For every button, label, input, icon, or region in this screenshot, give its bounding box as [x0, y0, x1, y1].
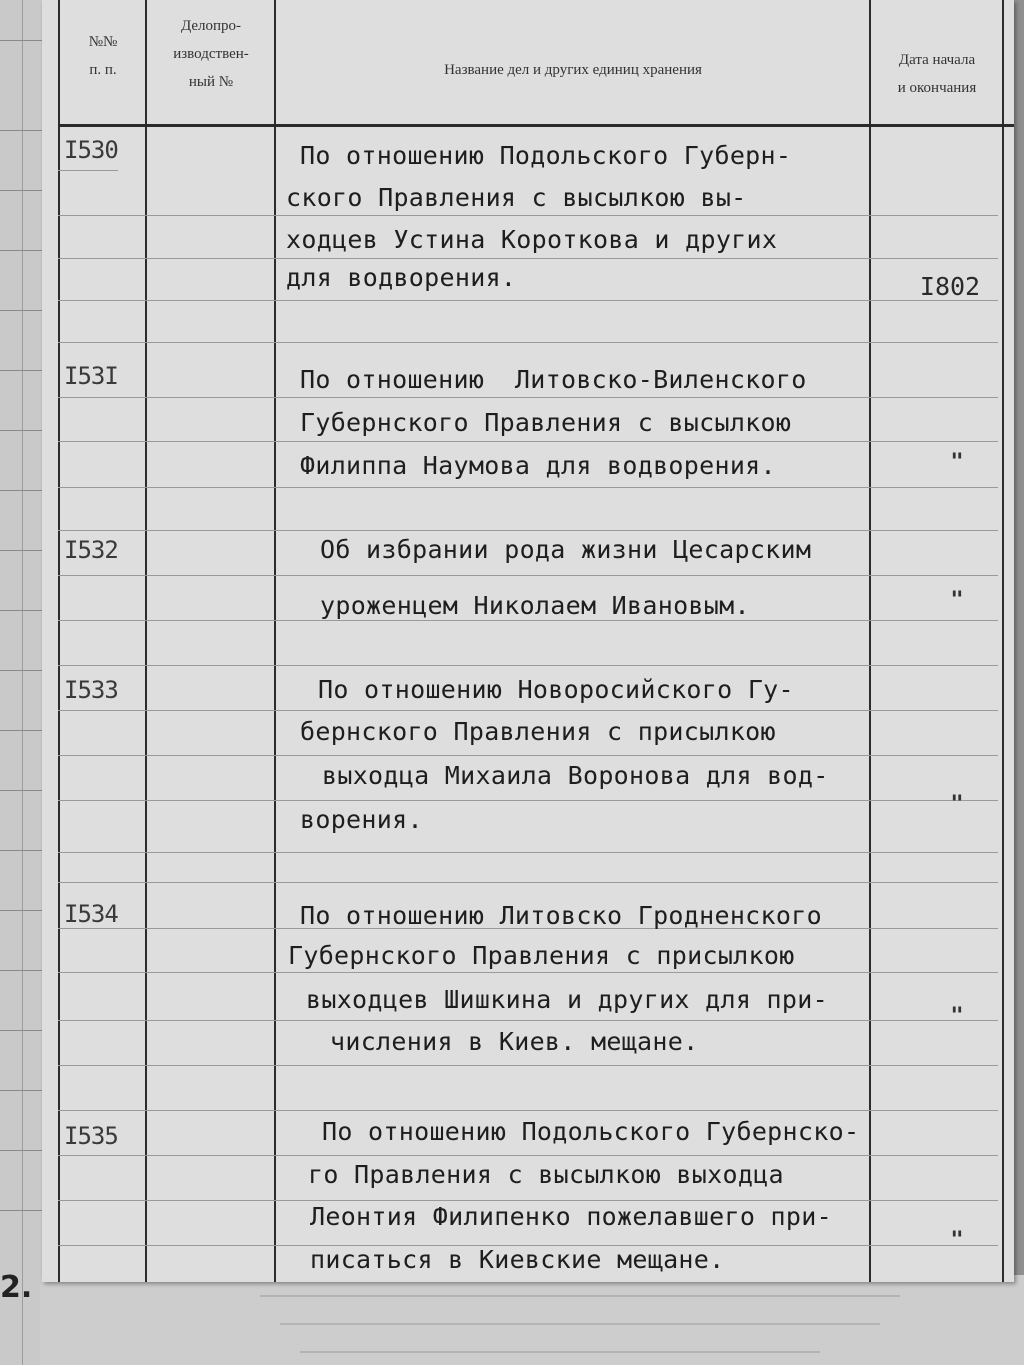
header-title: Название дел и других единиц хранения — [444, 62, 702, 78]
header-dates: Дата начала и окончания — [897, 52, 977, 96]
ruled-line — [58, 882, 998, 883]
row-date: I802 — [919, 272, 981, 301]
row-title-line: Губернского Правления с высылкою — [300, 408, 792, 437]
column-rule — [145, 0, 147, 1282]
column-rule — [1002, 0, 1004, 1282]
row-number: I53I — [64, 362, 118, 390]
row-title-line: По отношению Подольского Губерн- — [300, 141, 792, 170]
ditto-mark: " — [950, 1004, 964, 1029]
page-edge-mark: 2. — [0, 1270, 33, 1305]
row-title-line: для водворения. — [286, 263, 517, 292]
ruled-line — [58, 665, 998, 666]
row-number: I530 — [64, 136, 118, 164]
ruled-line — [58, 575, 998, 576]
row-number: I532 — [64, 536, 118, 564]
ditto-mark: " — [950, 450, 964, 475]
lower-adjacent-sheet — [40, 1275, 1024, 1365]
row-number: I534 — [64, 900, 118, 928]
row-title-line: го Правления с высылкою выходца — [308, 1160, 784, 1189]
row-title-line: По отношению Подольского Губернско- — [322, 1117, 860, 1146]
register-page — [42, 0, 1014, 1282]
ruled-line — [58, 300, 998, 301]
ruled-line — [58, 710, 998, 711]
ruled-line — [58, 170, 118, 171]
row-title-line: По отношению Новоросийского Гу- — [318, 675, 794, 704]
ruled-line — [58, 852, 998, 853]
row-title-line: ворения. — [300, 805, 423, 834]
header-rule — [58, 124, 1014, 127]
row-number: I533 — [64, 676, 118, 704]
ruled-line — [58, 1020, 998, 1021]
ruled-line — [58, 1065, 998, 1066]
column-rule — [58, 0, 60, 1282]
row-title-line: По отношению Литовско Гродненского — [300, 901, 822, 930]
row-title-line: По отношению Литовско-Виленского — [300, 365, 807, 394]
row-title-line: писаться в Киевские мещане. — [310, 1245, 725, 1274]
row-title-line: уроженцем Николаем Ивановым. — [320, 591, 750, 620]
row-title-line: Об избрании рода жизни Цесарским — [320, 535, 812, 564]
row-title-line: выходца Михаила Воронова для вод- — [322, 761, 829, 790]
row-title-line: Филиппа Наумова для водворения. — [300, 451, 776, 480]
header-office-number: Делопро- изводствен- ный № — [173, 18, 249, 90]
row-number: I535 — [64, 1122, 118, 1150]
ruled-line — [58, 1110, 998, 1111]
row-title-line: ходцев Устина Короткова и других — [286, 225, 778, 254]
column-rule — [274, 0, 276, 1282]
ruled-line — [58, 487, 998, 488]
header-number: №№ п. п. — [88, 34, 118, 78]
row-title-line: бернского Правления с присылкою — [300, 717, 776, 746]
ruled-line — [58, 342, 998, 343]
row-title-line: числения в Киев. мещане. — [330, 1027, 699, 1056]
row-title-line: Губернского Правления с присылкою — [288, 941, 795, 970]
ditto-mark: " — [950, 588, 964, 613]
ditto-mark: " — [950, 792, 964, 817]
row-title-line: ского Правления с высылкою вы- — [286, 183, 747, 212]
row-title-line: Леонтия Филипенко пожелавшего при- — [310, 1202, 832, 1231]
row-title-line: выходцев Шишкина и других для при- — [306, 985, 828, 1014]
ditto-mark: " — [950, 1228, 964, 1253]
